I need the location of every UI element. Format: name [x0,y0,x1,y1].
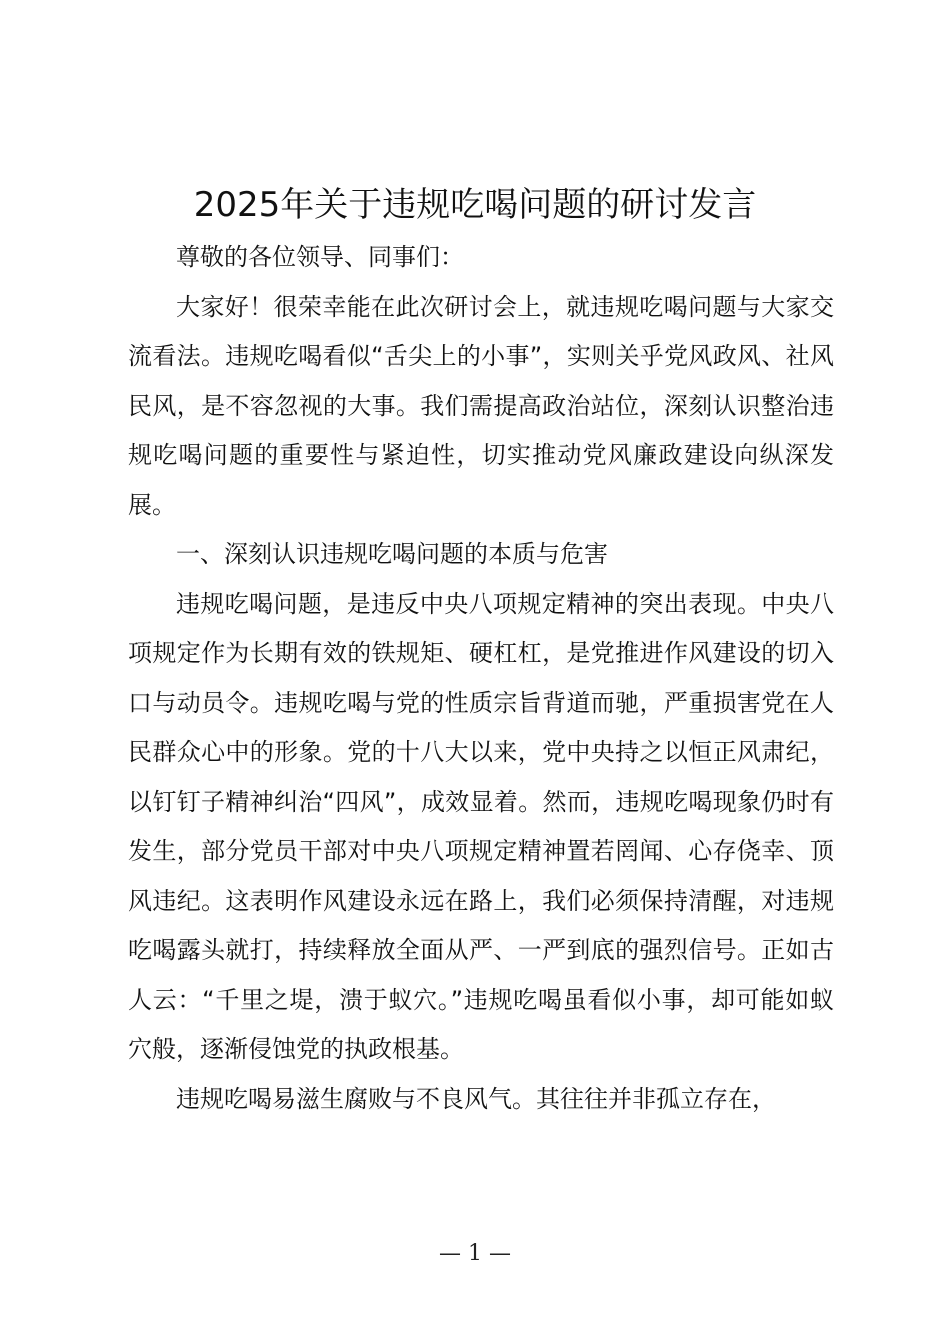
salutation: 尊敬的各位领导、同事们： [176,243,464,271]
page-number: — 1 — [439,1241,511,1266]
section-paragraph-2: 违规吃喝易滋生腐败与不良风气。其往往并非孤立存在， [176,1084,776,1113]
document-title: 2025年关于违规吃喝问题的研讨发言 [193,185,757,225]
intro-paragraph: 大家好！很荣幸能在此次研讨会上，就违规吃喝问题与大家交流看法。违规吃喝看似“舌尖上的小事”，实则关乎党风政风、社风民风，是不容忽视的大事。我们需提高政治站位，深刻认识整治违规吃喝问题的重要性与紧迫性，切实推动党风廉政建设向纵深发展。 [128,292,834,519]
document-body [128,233,834,1124]
section-heading: 一、深刻认识违规吃喝问题的本质与危害 [176,540,608,568]
section-paragraph-1: 违规吃喝问题，是违反中央八项规定精神的突出表现。中央八项规定作为长期有效的铁规矩、硬杠杠，是党推进作风建设的切入口与动员令。违规吃喝与党的性质宗旨背道而驰，严重损害党在人民群众心中的形象。党的十八大以来，党中央持之以恒正风肃纪，以钉钉子精神纠治“四风”，成效显着。然而，违规吃喝现象仍时有发生，部分党员干部对中央八项规定精神置若罔闻、心存侥幸、顶风违纪。这表明作风建设永远在路上，我们必须保持清醒，对违规吃喝露头就打，持续释放全面从严、一严到底的强烈信号。正如古人云：“千里之堤，溃于蚁穴。”违规吃喝虽看似小事，却可能如蚁穴般，逐渐侵蚀党的执政根基。 [128,589,834,1063]
